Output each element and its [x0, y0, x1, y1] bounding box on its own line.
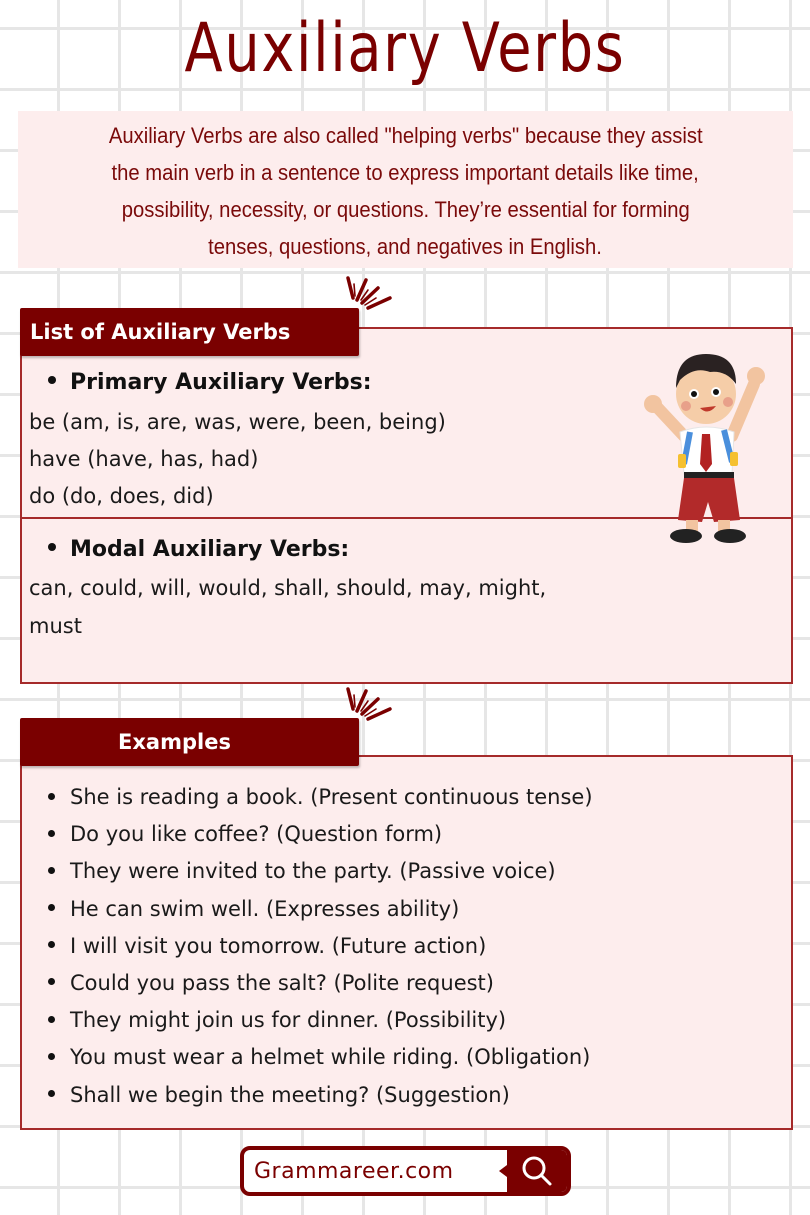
example-item: He can swim well. (Expresses ability) [48, 891, 593, 928]
bullet-icon [48, 978, 55, 985]
page-title: Auxiliary Verbs [184, 9, 626, 88]
bullet-icon [48, 830, 55, 837]
modal-line-2: must [29, 614, 82, 638]
example-item: She is reading a book. (Present continuous tense) [48, 779, 593, 816]
example-item: Shall we begin the meeting? (Suggestion) [48, 1077, 593, 1114]
bullet-icon [48, 543, 56, 551]
intro-panel [18, 111, 793, 268]
intro-line: the main verb in a sentence to express important details like time, [111, 160, 700, 185]
bullet-icon [48, 867, 55, 874]
list-section-header [20, 308, 359, 356]
site-searchbar[interactable] [240, 1146, 571, 1196]
example-item: Could you pass the salt? (Polite request) [48, 965, 593, 1002]
sparkle-icon [342, 276, 398, 316]
bullet-icon [48, 793, 55, 800]
bullet-icon [48, 1016, 55, 1023]
example-item: You must wear a helmet while riding. (Obligation) [48, 1039, 593, 1076]
site-name[interactable]: Grammareer.com [254, 1158, 454, 1184]
sparkle-icon [342, 687, 398, 727]
examples-section-title: Examples [118, 730, 231, 754]
primary-line-do: do (do, does, did) [29, 484, 214, 508]
bullet-icon [48, 1053, 55, 1060]
example-item: They might join us for dinner. (Possibility) [48, 1002, 593, 1039]
bullet-icon [48, 904, 55, 911]
examples-list [48, 779, 593, 1114]
modal-heading: Modal Auxiliary Verbs: [48, 537, 349, 562]
example-item: I will visit you tomorrow. (Future action) [48, 928, 593, 965]
list-section-title: List of Auxiliary Verbs [30, 320, 291, 344]
bullet-icon [48, 941, 55, 948]
intro-line: Auxiliary Verbs are also called "helping verbs" because they assist [108, 123, 703, 148]
primary-line-have: have (have, has, had) [29, 447, 259, 471]
search-button[interactable] [507, 1150, 567, 1192]
primary-heading: Primary Auxiliary Verbs: [48, 370, 372, 395]
intro-line: possibility, necessity, or questions. They’re essential for forming [121, 197, 690, 222]
bullet-icon [48, 376, 56, 384]
search-icon [520, 1154, 554, 1188]
modal-line-1: can, could, will, would, shall, should, may, might, [29, 576, 547, 600]
intro-line: tenses, questions, and negatives in English. [208, 234, 603, 259]
primary-line-be: be (am, is, are, was, were, been, being) [29, 410, 446, 434]
schoolboy-illustration [640, 336, 770, 546]
example-item: They were invited to the party. (Passive voice) [48, 853, 593, 890]
example-item: Do you like coffee? (Question form) [48, 816, 593, 853]
examples-section-header [20, 718, 359, 766]
bullet-icon [48, 1090, 55, 1097]
